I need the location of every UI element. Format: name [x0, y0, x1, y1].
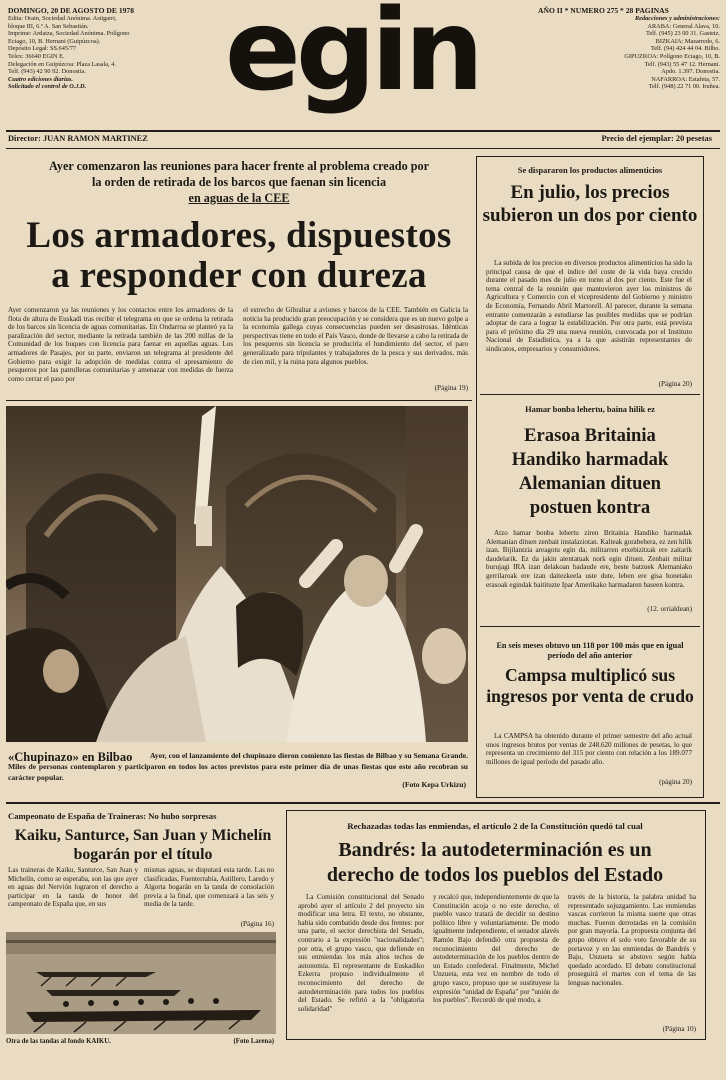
imprint-line: Telf. (943) 42 90 92. Donostia.	[8, 68, 86, 76]
lead-body-col1: Ayer comenzaron ya las reuniones y los contactos entre los armadores de la flota de altura de Euskadi tras recibir el telegrama en que se ordena la retirada de los barcos sin licencia de aguas comunitarias. En Ondarroa se planteó ya la paralización del sector, mediante la retirada también de las 200 millas de la Comunidad de los buques con licencia para faenar en aquellas aguas. Los armadores de Pasajes, por su parte, enviaron un telegrama al presidente del Gobierno para exigir la adopción de medidas contra el apresamiento de pesqueros por las patrulleras comunitarias y amenazar con medidas de fuerza como cerrar el paso por	[8, 306, 233, 383]
imprint-line: Telex: 36640 EGIN E.	[8, 52, 65, 60]
masthead-right	[538, 6, 720, 91]
constitution-page-ref: (Página 10)	[662, 1025, 696, 1033]
office-line: NAFARROA: Estafeta, 57.	[651, 75, 720, 83]
constitution-body-col2: y recalcó que, independientemente de que la Constitución acoja o no este derecho, el pueblo vasco tratará de decidir su destino político libre y voluntariamente. De modo igualmente independiente, el senador alavés Ramón Bajo defendió otra propuesta de reconocimiento del derecho de autodeterminación de los pueblos dentro de un Estado confederal. Finalmente, Michel Unzueta, esta vez en nombre de todo el grupo vasco, propuso que se sustituyese la expresión "unidad de España" por "unión de los pueblos". Recordó de qué modo, a	[433, 893, 559, 1005]
imprint-line: bloque III, 6.º A. San Sebastián.	[8, 22, 89, 30]
prices-kicker: Se dispararon los productos alimenticios	[517, 166, 663, 175]
lead-body-col2: el estrecho de Gibraltar a aviones y barcos de la CEE. También en Galicia la noticia ha producido gran preocupación y se considera que es un nuevo golpe a la economía gallega cuyas consecuencias pueden ser desastrosas. Idénticas perspectivas tiene en todo el País Vasco, donde de llevarse a cabo la retirada de los pesqueros sin licencia se produciría el hundimiento del sector, el paro generalizado para tripulantes y trabajadores de la pesca y sus derivados, más de cien mil, y la ruina para algunos pueblos.	[243, 306, 468, 366]
masthead-left	[8, 6, 168, 91]
issue-date: DOMINGO, 20 DE AGOSTO DE 1978	[8, 6, 135, 15]
office-line: BIZKAIA: Mazarredo, 6.	[655, 37, 720, 45]
lead-kicker-line: la orden de retirada de los barcos que faenan sin licencia	[91, 175, 387, 189]
constitution-body-col1: La Comisión constitucional del Senado aprobó ayer el artículo 2 del proyecto sin modificar una letra. El texto, no obstante, había sido combatido desde dos frentes: por una parte, el sector derechista del Senado, contrario a la expresión "nacionalidades"; por otra, el grupo vasco, que defiende en sus enmiendas los más altos techos de autonomía. El representante de Euskadiko Ezkerra propuso individualmente el reconocimiento del derecho de autodeterminación para todos los pueblos del Estado. Se refirió a la "obligatoria solidaridad"	[298, 893, 424, 1013]
imprint-line: Imprime: Ardatza, Sociedad Anónima. Polígono	[8, 30, 130, 38]
crowd-photo-illustration	[6, 406, 468, 742]
constitution-body-col3: través de la historia, la palabra unidad ha representado sojuzgamiento. Las enmiendas vascas corrieron la misma suerte que otras muchas. Fueron derrotadas en la comisión por gran mayoría. La propuesta conjunta del grupo obtuvo el solo voto favorable de su portavoz y en las enmiendas de Bandrés y Bajo, Unzueta se abstuvo según había quedado acordado. El debate constitucional proseguirá el martes con el tema de las lenguas nacionales.	[568, 893, 696, 987]
lead-headline-line: Los armadores, dispuestos	[26, 215, 452, 256]
issue-number: AÑO II * NUMERO 275 * 28 PAGINAS	[538, 6, 669, 15]
rowing-photo	[6, 932, 276, 1034]
lead-page-ref: (Página 19)	[434, 384, 468, 392]
price-line: Precio del ejemplar: 20 pesetas	[601, 134, 712, 143]
prices-headline: En julio, los precios subieron un dos por ciento	[482, 182, 698, 226]
lead-kicker	[8, 158, 470, 206]
office-line: ARABA: General Alava, 10.	[647, 22, 720, 30]
office-line: Telf. (945) 23 00 31. Gasteiz.	[645, 30, 720, 38]
masthead-rule	[6, 130, 720, 132]
lead-headline	[4, 216, 474, 296]
photo-caption-title: «Chupinazo» en Bilbao	[8, 750, 133, 764]
bottom-section-rule	[6, 802, 720, 804]
lead-rule	[6, 400, 472, 401]
ojd-note: Solicitado el control de O.J.D.	[8, 83, 87, 91]
bomb-body: Atzo hamar bonba lehertu ziren Britainia Handiko harmadak Alemanian dituen zenbait instalaziotan. Kalteak gorabehera, ez zen hilik izan. Bijilantzia areagotu egin da, militarren etxebizitzak ere zaitarik daudelarik. Ez da jakin atentatuak nork egin dituen. Zenbait militar burujagi IRA izan delakoan badaude ere, beste batzuek Alemaniako gerrilaroak ere izan daitezkeela uste dute, leben ere gisa honetako erasoak egindak baitituzte Ipar Amerikako harmadaren baseen kontra.	[486, 529, 692, 589]
chupinazo-photo	[6, 406, 468, 742]
office-line: Telf. (94) 424 44 04. Bilbo.	[650, 45, 720, 53]
imprint-line: Delegación en Guipúzcoa: Plaza Lasala, 4.	[8, 60, 116, 68]
constitution-headline-line: Bandrés: la autodeterminación es un	[338, 839, 652, 861]
office-line: Telf. (948) 22 71 00. Iruñea.	[648, 83, 720, 91]
photo-credit: (Foto Kepa Urkizu)	[402, 780, 466, 789]
campsa-headline: Campsa multiplicó sus ingresos por venta de crudo	[486, 665, 694, 706]
lead-headline-line: a responder con dureza	[51, 255, 427, 296]
lead-kicker-line: en aguas de la CEE	[188, 191, 290, 205]
offices-heading: Redacciones y administraciones:	[634, 15, 720, 22]
office-line: Apdo. 1.397. Donostia.	[661, 68, 720, 76]
bomb-kicker: Hamar bonba lehertu, baina hilik ez	[525, 405, 655, 414]
editions-note: Cuatro ediciones diarias.	[8, 75, 73, 83]
bomb-headline: Erasoa Britainia Handiko harmadak Alemanian dituen postuen kontra	[511, 425, 669, 518]
office-line: GIPUZKOA: Polígono Eciago, 10, B.	[624, 52, 720, 60]
photo-caption: Ayer, con el lanzamiento del chupinazo dieron comienzo las fiestas de Bilbao y su Semana Grande. Miles de personas contemplaron y participaron en todos los actos previstos para este primer día de unas fiestas que este año recobran su carácter popular.	[8, 751, 468, 782]
constitution-headline	[290, 838, 700, 888]
constitution-kicker: Rechazadas todas las enmiendas, el artículo 2 de la Constitución quedó tal cual	[347, 821, 643, 831]
director-rule	[6, 148, 720, 149]
imprint-line: Depósito Legal: SS.645/77	[8, 45, 77, 53]
imprint-line: Edita: Orain, Sociedad Anónima. Astigarri,	[8, 15, 117, 22]
campsa-body: La CAMPSA ha obtenido durante el primer semestre del año actual unos ingresos brutos por ventas de 248.620 millones de pesetas, lo que representa un crecimiento del 315 por ciento con relación a los 189.077 millones de igual período del pasado año.	[486, 732, 692, 766]
director-line: Director: JUAN RAMON MARTINEZ	[8, 134, 148, 143]
campsa-kicker: En seis meses obtuvo un 118 por 100 más que en igual período del año anterior	[496, 641, 684, 660]
rowing-headline: Kaiku, Santurce, San Juan y Michelín bogarán por el título	[14, 827, 272, 863]
constitution-headline-line: derecho de todos los pueblos del Estado	[326, 864, 664, 886]
rowing-body-col2: mismas aguas, se disputará esta tarde. Las no clasificadas, Fuenterrabía, Astillero, Laredo y Algorta bogarán en la tanda de consolación previa a la final, que comenzará a las seis y media de la tarde.	[144, 866, 274, 909]
lead-kicker-line: Ayer comenzaron las reuniones para hacer frente al problema creado por	[48, 159, 430, 173]
office-line: Telf. (943) 55 47 12. Hernani.	[644, 60, 720, 68]
rowing-kicker: Campeonato de España de Traineras: No hubo sorpresas	[8, 811, 217, 821]
prices-body: La subida de los precios en diversos productos alimenticios ha sido la principal causa de que el índice del coste de la vida haya crecido durante el pasado mes de julio en torno al dos por ciento. Este fue el tema central de la reunión que mantuvieron ayer los ministros de Agricultura y Comercio con el vicepresidente del Gobierno y ministro de Economía, Fernando Abril Martorell. Al parecer, durante la semana entrante comenzarán a estudiarse las posibles medidas que se podrían adoptar de cara a lograr la estabilización. Por otra parte, está prevista para el próximo día 29 una nueva reunión, convocada por el Instituto Nacional de Estadística, ya a la que asistirán representantes de sindicatos, empresarios y consumidores.	[486, 259, 692, 353]
rowing-page-ref: (Página 16)	[240, 920, 274, 928]
prices-page-ref: (Página 20)	[658, 380, 692, 388]
rowing-boats-illustration	[6, 932, 276, 1034]
rowing-photo-caption: Otra de las tandas al fondo KAIKU.	[6, 1038, 111, 1045]
prices-rule	[480, 394, 700, 395]
campsa-page-ref: (página 20)	[659, 778, 692, 786]
rowing-body-col1: Las traineras de Kaiku, Santurce, San Juan y Michelín, como se esperaba, son las que ayer en aguas del Nervión lograron el derecho a participar en la tanda de honor del campeonato de España que, en sus	[8, 866, 138, 909]
imprint-line: Eciago, 10, B. Hernani (Guipúzcoa).	[8, 37, 101, 45]
bomb-page-ref: (12. orrialdean)	[647, 605, 692, 613]
rowing-photo-credit: (Foto Larena)	[233, 1038, 274, 1045]
bomb-rule	[480, 626, 700, 627]
newspaper-logo: egin	[224, 0, 480, 116]
